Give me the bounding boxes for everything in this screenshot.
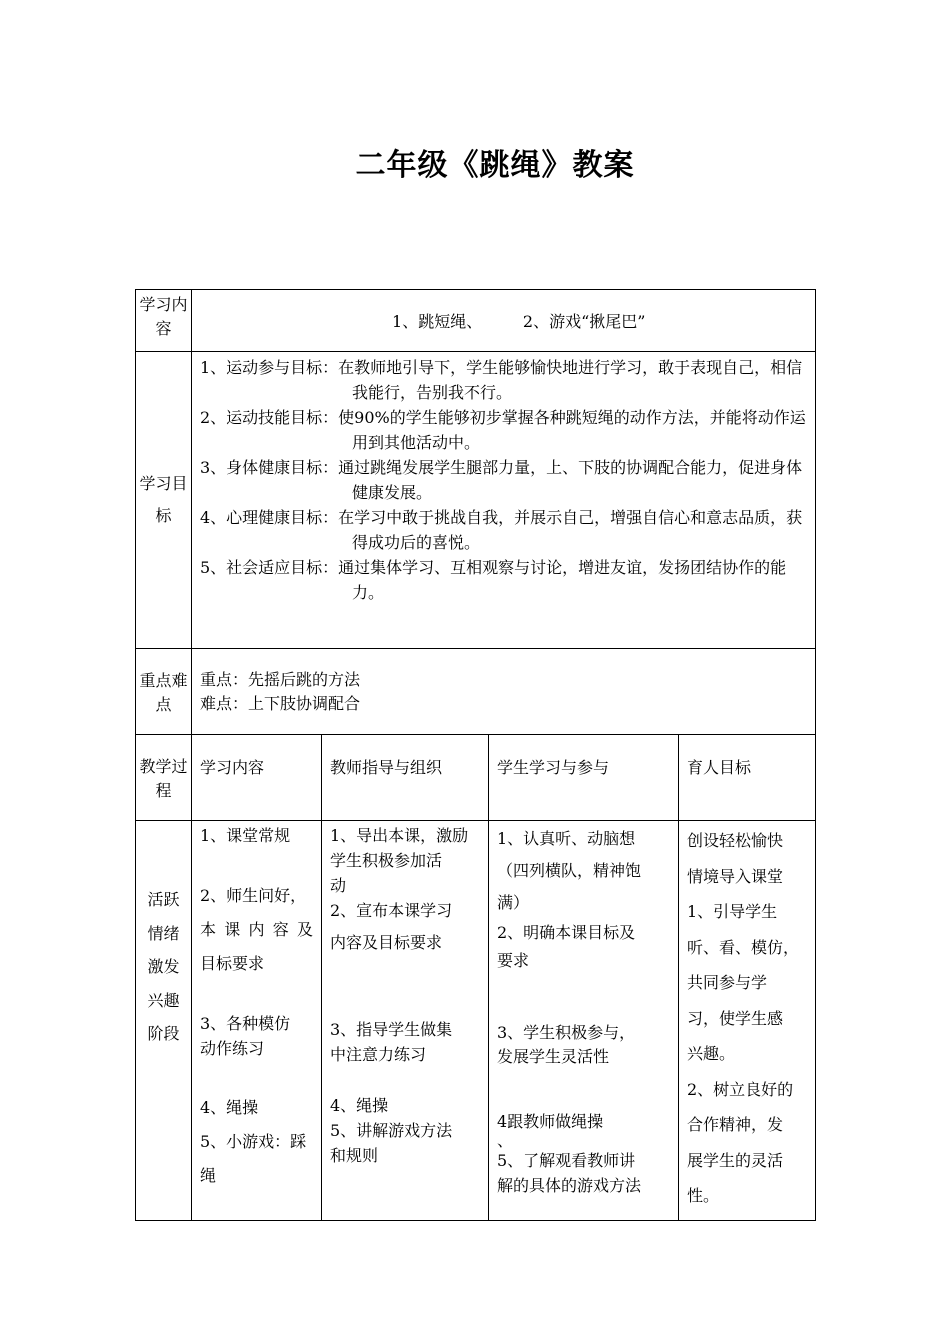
header-goal: 育人目标 — [687, 758, 752, 777]
teacher-item-3a: 3、指导学生做集 — [330, 1020, 453, 1039]
student-item-1a: 1、认真听、动脑想 — [497, 829, 636, 848]
goal-line-10: 展学生的灵活 — [687, 1150, 784, 1170]
student-item-1c: 满） — [497, 893, 530, 912]
goal-line-3: 1、引导学生 — [687, 902, 778, 921]
teacher-item-4: 4、绳操 — [330, 1096, 389, 1115]
goal-line-5: 共同参与学 — [687, 973, 768, 992]
header-student: 学生学习与参与 — [497, 758, 610, 777]
content-label-cell — [136, 290, 192, 352]
key-cell — [192, 649, 816, 735]
difficulty: 难点：上下肢协调配合 — [200, 694, 361, 713]
process-header-row — [136, 735, 816, 821]
header-teacher-cell — [322, 735, 489, 821]
goal-item-5: 5、社会适应目标：通过集体学习、互相观察与讨论，增进友谊，发扬团结协作的能力。 — [200, 558, 787, 602]
process-label: 教学过程 — [139, 757, 188, 800]
header-content-cell — [192, 735, 322, 821]
goal-line-6: 习，使学生感 — [687, 1008, 784, 1028]
header-content: 学习内容 — [200, 758, 265, 777]
goals-row — [136, 352, 816, 649]
student-item-5b: 解的具体的游戏方法 — [497, 1176, 642, 1195]
stage-label-5: 阶段 — [147, 1024, 180, 1043]
stage-label-cell — [136, 821, 192, 1221]
teacher-item-2b: 内容及目标要求 — [330, 933, 443, 952]
stage-label-3: 激发 — [147, 957, 180, 976]
stage-teacher-cell — [322, 821, 489, 1221]
teacher-item-1c: 动 — [330, 876, 347, 895]
goal-line-1: 创设轻松愉快 — [687, 831, 784, 850]
student-item-3a: 3、学生积极参与， — [497, 1023, 636, 1042]
content-item-5b: 绳 — [200, 1166, 217, 1185]
goal-line-9: 合作精神，发 — [687, 1115, 784, 1134]
goal-line-2: 情境导入课堂 — [687, 866, 784, 886]
goal-item-3: 3、身体健康目标：通过跳绳发展学生腿部力量，上、下肢的协调配合能力，促进身体健康发展。 — [200, 458, 803, 502]
goal-line-8: 2、树立良好的 — [687, 1079, 794, 1099]
header-goal-cell — [679, 735, 816, 821]
goals-cell — [192, 352, 816, 649]
stage-label-4: 兴趣 — [147, 990, 180, 1010]
goal-item-1: 1、运动参与目标：在教师地引导下，学生能够愉快地进行学习，敢于表现自己，相信我能行，告别我不行。 — [200, 358, 803, 402]
content-item-2c: 目标要求 — [200, 954, 265, 973]
key-label: 重点难点 — [139, 671, 188, 714]
goal-item-4: 4、心理健康目标：在学习中敢于挑战自我，并展示自己，增强自信心和意志品质，获得成功后的喜悦。 — [200, 508, 803, 552]
student-item-4a: 4跟教师做绳操 — [497, 1112, 604, 1131]
content-row — [136, 290, 816, 352]
lesson-plan-table — [135, 289, 816, 1221]
content-item-3b: 动作练习 — [200, 1039, 265, 1058]
goal-line-7: 兴趣。 — [687, 1044, 736, 1063]
content-item-2a: 2、师生问好， — [200, 886, 307, 905]
stage-student-cell — [489, 821, 679, 1221]
key-row — [136, 649, 816, 735]
stage-label-1: 活跃 — [147, 890, 180, 909]
teacher-item-3b: 中注意力练习 — [330, 1045, 427, 1064]
stage-goal-cell — [679, 821, 816, 1221]
student-item-1b: （四列横队，精神饱 — [497, 861, 642, 880]
content-label: 学习内容 — [139, 295, 188, 338]
goal-item-2: 2、运动技能目标：使90%的学生能够初步掌握各种跳短绳的动作方法，并能将动作运用到其他活动中。 — [200, 408, 806, 452]
goal-line-11: 性。 — [687, 1186, 720, 1205]
key-point: 重点：先摇后跳的方法 — [200, 670, 361, 689]
student-item-3b: 发展学生灵活性 — [497, 1047, 610, 1066]
goals-label: 学习目标 — [139, 474, 188, 525]
content-item-4: 4、绳操 — [200, 1098, 259, 1117]
student-item-4b: 、 — [497, 1131, 514, 1150]
content-item-2b: 本课内容及 — [200, 920, 313, 939]
document-title: 二年级《跳绳》教案 — [355, 148, 635, 183]
content-text-cell — [192, 290, 816, 352]
process-label-cell — [136, 735, 192, 821]
teacher-item-5a: 5、讲解游戏方法 — [330, 1121, 453, 1140]
content-item-1: 1、课堂常规 — [200, 826, 291, 845]
student-item-5a: 5、了解观看教师讲 — [497, 1151, 636, 1170]
stage-label-2: 情绪 — [147, 923, 180, 943]
key-label-cell — [136, 649, 192, 735]
goal-line-4: 听、看、模仿， — [687, 937, 800, 957]
goals-label-cell — [136, 352, 192, 649]
stage-content-cell — [192, 821, 322, 1221]
stage-row — [136, 821, 816, 1221]
teacher-item-2a: 2、宣布本课学习 — [330, 901, 453, 920]
header-student-cell — [489, 735, 679, 821]
content-text: 1、跳短绳、 2、游戏“揪尾巴” — [392, 312, 646, 331]
teacher-item-1a: 1、导出本课，激励 — [330, 826, 469, 845]
student-item-2a: 2、明确本课目标及 — [497, 923, 636, 942]
header-teacher: 教师指导与组织 — [330, 758, 443, 777]
content-item-3a: 3、各种模仿 — [200, 1014, 291, 1033]
teacher-item-1b: 学生积极参加活 — [330, 851, 443, 870]
content-item-5a: 5、小游戏：踩 — [200, 1132, 307, 1151]
teacher-item-5b: 和规则 — [330, 1146, 379, 1165]
student-item-2b: 要求 — [497, 951, 530, 970]
